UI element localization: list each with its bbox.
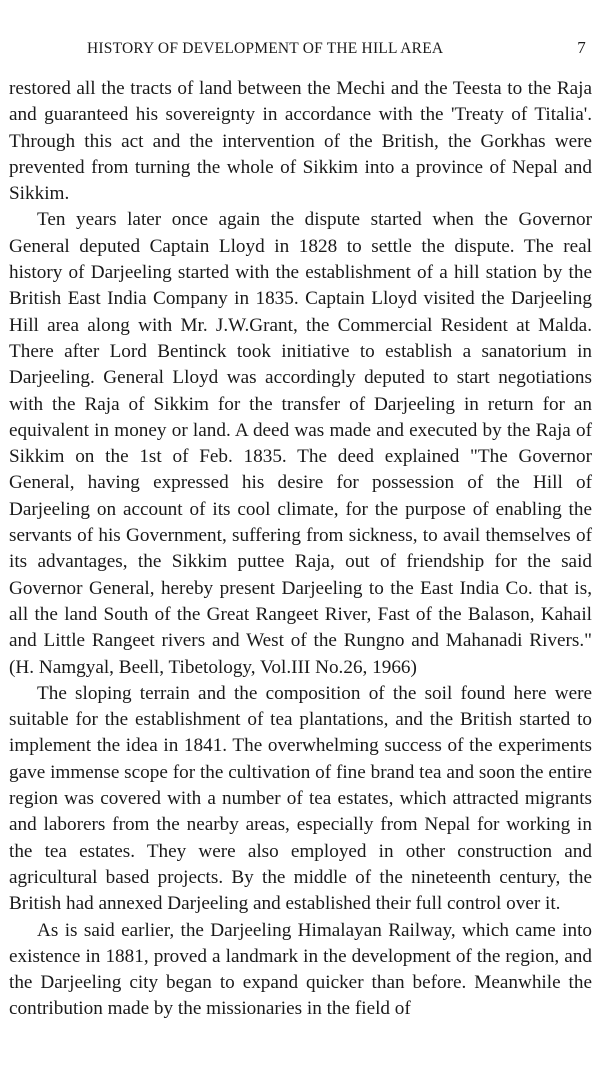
body-text	[9, 76, 592, 1023]
page-number: 7	[577, 38, 586, 57]
paragraph-himalayan-railway: As is said earlier, the Darjeeling Himalayan Railway, which came into existence in 1881, proved a landmark in the development of the region, and the Darjeeling city began to expand quicker than before. Meanwhile the contribution made by the missionaries in the field of	[9, 919, 592, 1020]
paragraph-continued: restored all the tracts of land between the Mechi and the Teesta to the Raja and guaranteed his sovereignty in accordance with the 'Treaty of Titalia'. Through this act and the intervention of the British, the Gorkhas were prevented from turning the whole of Sikkim into a province of Nepal and Sikkim.	[9, 78, 592, 205]
running-header	[9, 38, 592, 68]
paragraph-darjeeling-history: Ten years later once again the dispute started when the Governor General deputed Captain Lloyd in 1828 to settle the dispute. The real history of Darjeeling started with the establishment of a hill station by the British East India Company in 1835. Captain Lloyd visited the Darjeeling Hill area along with Mr. J.W.Grant, the Commercial Resident at Malda. There after Lord Bentinck took initiative to establish a sanatorium in Darjeeling. General Lloyd was accordingly deputed to start negotiations with the Raja of Sikkim for the transfer of Darjeeling in return for an equivalent in money or land. A deed was made and executed by the Raja of Sikkim on the 1st of Feb. 1835. The deed explained "The Governor General, having expressed his desire for possession of the Hill of Darjeeling on account of its cool climate, for the purpose of enabling the servants of his Government, suffering from sickness, to avail themselves of its advantages, the Sikkim puttee Raja, out of friendship for the said Governor General, hereby present Darjeeling to the East India Co. that is, all the land South of the Great Rangeet River, Fast of the Balason, Kahail and Little Rangeet rivers and West of the Rungno and Mahanadi Rivers." (H. Namgyal, Beell, Tibetology, Vol.III No.26, 1966)	[9, 209, 592, 678]
paragraph-tea-plantations: The sloping terrain and the composition of the soil found here were suitable for the establishment of tea plantations, and the British started to implement the idea in 1841. The overwhelming success of the experiments gave immense scope for the cultivation of fine brand tea and soon the entire region was covered with a number of tea estates, which attracted migrants and laborers from the nearby areas, especially from Nepal for working in the tea estates. They were also employed in other construction and agricultural based projects. By the middle of the nineteenth century, the British had annexed Darjeeling and established their full control over it.	[9, 682, 592, 915]
running-title: HISTORY OF DEVELOPMENT OF THE HILL AREA	[87, 40, 444, 57]
